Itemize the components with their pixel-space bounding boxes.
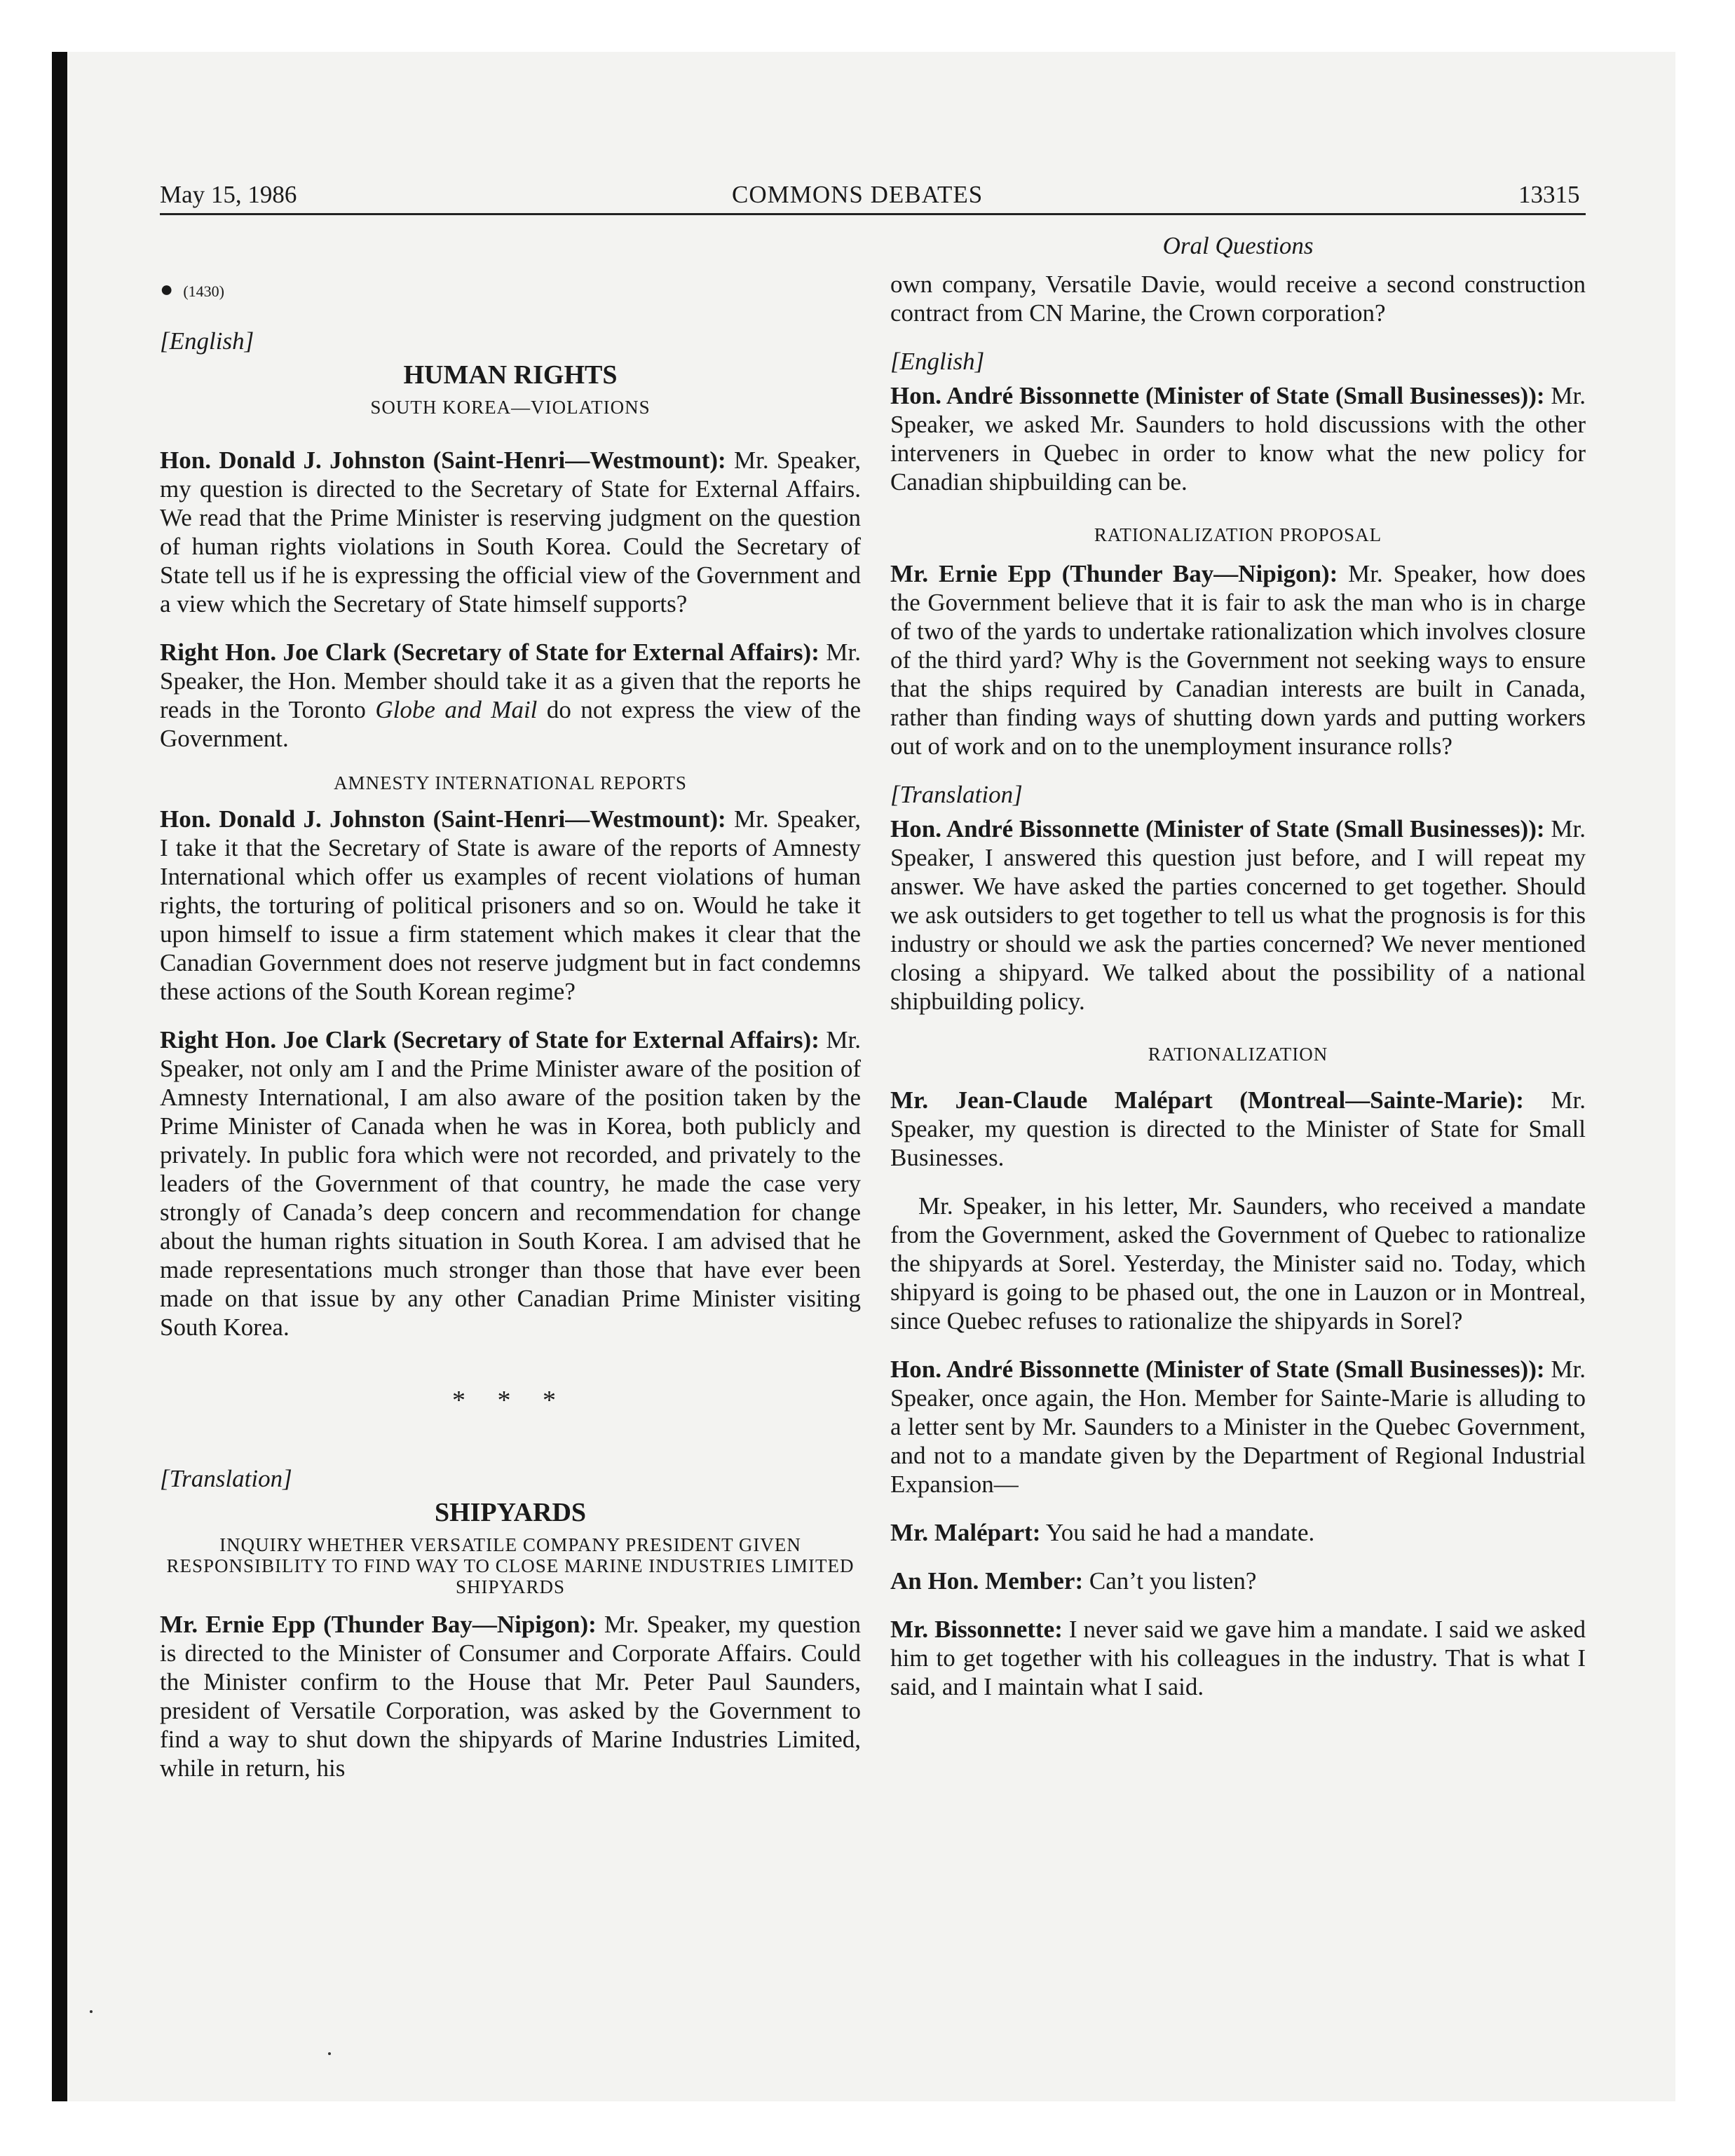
speech-paragraph [160,805,861,1006]
speech-text: Mr. Speaker, I take it that the Secretary of State is aware of the reports of Amnesty International which offer us examples of recent violations of human rights, the torturing of political prisoners and so on. Would he take it upon himself to issue a firm statement which makes it clear that the Canadian Government does not reserve judgment but in fact condemns these actions of the South Korean regime? [160,805,862,1005]
speaker-name: Mr. Ernie Epp (Thunder Bay—Nipigon): [160,1611,597,1638]
speaker-name: Mr. Jean-Claude Malépart (Montreal—Sainte-Marie): [890,1086,1524,1114]
speech-paragraph [890,270,1586,327]
right-column [890,231,1586,1721]
speaker-name: Hon. Donald J. Johnston (Saint-Henri—Westmount): [160,446,726,474]
speech-text: own company, Versatile Davie, would receive a second construction contract from CN Marine, the Crown corporation? [890,271,1586,327]
section-subheading: RATIONALIZATION PROPOSAL [1094,524,1382,545]
speaker-name: Hon. Donald J. Johnston (Saint-Henri—Westmount): [160,805,726,833]
language-tag: [English] [160,327,254,355]
speech-text: do not express the view of the Government. [160,696,862,752]
header-publication: COMMONS DEBATES [732,181,984,208]
language-tag: [Translation] [890,781,1023,808]
speech-paragraph [160,1610,861,1782]
section-heading: HUMAN RIGHTS [403,360,618,390]
speaker-name: Mr. Malépart: [890,1519,1041,1546]
bullet-icon: ● [160,276,174,301]
speech-paragraph [160,638,861,753]
left-column [160,231,861,1802]
speech-text: Mr. Speaker, we asked Mr. Saunders to hold discussions with the other interveners in Quebec in order to know what the new policy for Canadian shipbuilding can be. [890,382,1586,496]
speech-text: Mr. Speaker, my question is directed to the Minister of Consumer and Corporate Affairs. Could the Minister confirm to the House that Mr. Peter Paul Saunders, president of Versatile Corporation, was asked by the Government to find a way to shut down the shipyards of Marine Industries Limited, while in return, his [160,1611,861,1782]
speaker-name: Hon. André Bissonnette (Minister of State (Small Businesses)): [890,1356,1545,1383]
time-marker [160,275,861,306]
speech-paragraph [160,446,861,618]
header-date: May 15, 1986 [160,181,297,208]
scan-speck [328,2052,331,2055]
speech-text: Mr. Speaker, I answered this question just before, and I will repeat my answer. We have asked the parties concerned to get together. Should we ask outsiders to get together to tell us what the prognosis is for this industry or should we ask the parties concerned? We never mentioned closing a shipyard. We talked about the possibility of a national shipbuilding policy. [890,815,1586,1015]
speech-text-italic: Globe and Mail [375,696,538,723]
speech-text: Mr. Speaker, in his letter, Mr. Saunders, who received a mandate from the Government, asked the Government of Quebec to rationalize the shipyards at Sorel. Yesterday, the Minister said no. Today, which shipyard is going to be phased out, the one in Lauzon or in Montreal, since Quebec refuses to rationalize the shipyards in Sorel? [890,1192,1586,1335]
language-tag: [English] [890,348,985,375]
speaker-name: Hon. André Bissonnette (Minister of State (Small Businesses)): [890,815,1545,842]
speech-text: Mr. Speaker, my question is directed to the Secretary of State for External Affairs. We read that the Prime Minister is reserving judgment on the question of human rights violations in South Korea. Could the Secretary of State tell us if he is expressing the official view of the Government and a view which the Secretary of State himself supports? [160,446,862,618]
speech-paragraph [890,381,1586,496]
speaker-name: An Hon. Member: [890,1567,1084,1595]
language-tag: [Translation] [160,1465,292,1492]
speech-paragraph [160,1025,861,1342]
speech-text: I never said we gave him a mandate. I said we asked him to get together with his colleagues in the industry. That is what I said, and I maintain what I said. [890,1616,1586,1700]
speaker-name: Mr. Ernie Epp (Thunder Bay—Nipigon): [890,560,1338,587]
section-subheading: SOUTH KOREA—VIOLATIONS [370,397,651,418]
speech-text: Mr. Speaker, not only am I and the Prime Minister aware of the position of Amnesty International, I am also aware of the position taken by the Prime Minister of Canada when he was in Korea, both publicly and privately. In public fora which were not recorded, and privately to the leaders of the Government of that country, he made the case very strongly of Canada’s deep concern and recommendation for change about the human rights situation in South Korea. I am advised that he made representations much stronger than those that have ever been made on that issue by any other Canadian Prime Minister visiting South Korea. [160,1026,861,1341]
header-page-number: 13315 [1518,181,1580,208]
speech-paragraph [890,1192,1586,1335]
running-section-label: Oral Questions [1162,232,1314,259]
speech-paragraph [890,1615,1586,1701]
speaker-name: Hon. André Bissonnette (Minister of State (Small Businesses)): [890,382,1545,409]
speech-paragraph [890,559,1586,760]
speech-text: Mr. Speaker, once again, the Hon. Member for Sainte-Marie is alluding to a letter sent by Mr. Saunders to a Minister in the Quebec Government, and not to a mandate given by the Department of Regional Industrial Expansion— [890,1356,1586,1498]
section-subheading: INQUIRY WHETHER VERSATILE COMPANY PRESIDENT GIVEN RESPONSIBILITY TO FIND WAY TO CLOSE MARINE INDUSTRIES LIMITED SHIPYARDS [166,1534,855,1597]
speech-text: You said he had a mandate. [1040,1519,1315,1546]
speech-text: Can’t you listen? [1083,1567,1257,1595]
section-subheading: RATIONALIZATION [1148,1044,1328,1065]
speech-paragraph [890,1086,1586,1172]
speaker-name: Right Hon. Joe Clark (Secretary of State for External Affairs): [160,639,819,666]
speaker-name: Right Hon. Joe Clark (Secretary of State for External Affairs): [160,1026,819,1053]
speech-text: Mr. Speaker, the Hon. Member should take it as a given that the reports he reads in the Toronto [160,639,861,723]
section-subheading: AMNESTY INTERNATIONAL REPORTS [334,772,687,793]
scan-speck [90,2010,93,2013]
section-separator: * * * [452,1386,569,1415]
speech-paragraph [890,1518,1586,1547]
speech-text: Mr. Speaker, my question is directed to the Minister of State for Small Businesses. [890,1086,1586,1171]
speech-paragraph [890,1355,1586,1499]
speech-paragraph [890,1567,1586,1595]
speaker-name: Mr. Bissonnette: [890,1616,1063,1643]
speech-text: Mr. Speaker, how does the Government believe that it is fair to ask the man who is in charge of two of the yards to undertake rationalization which involves closure of the third yard? Why is the Government not seeking ways to ensure that the ships required by Canadian interests are built in Canada, rather than finding ways of shutting down yards and putting workers out of work and on to the unemployment insurance rolls? [890,560,1586,760]
time-marker-text: (1430) [183,282,224,300]
header-rule [160,213,1586,215]
section-heading: SHIPYARDS [434,1498,587,1527]
binding-edge [52,52,67,2101]
speech-paragraph [890,814,1586,1016]
